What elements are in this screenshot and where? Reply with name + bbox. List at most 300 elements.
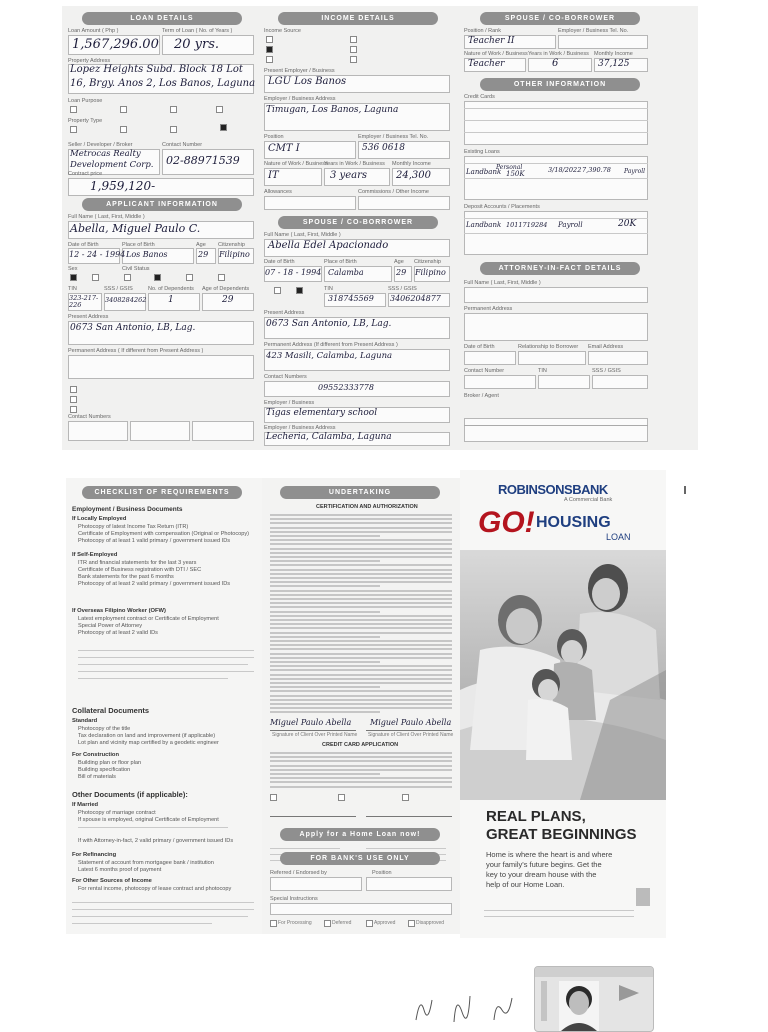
spouse-tin-value: 318745569: [328, 294, 374, 303]
fine-print-line: [270, 653, 452, 655]
bank-position-field[interactable]: [366, 877, 452, 891]
broker-table: [464, 418, 648, 442]
fine-print-line: [270, 777, 452, 779]
rc-tel-field[interactable]: [558, 35, 648, 49]
status-deferred-label: Deferred: [332, 920, 352, 926]
att-email-field[interactable]: [588, 351, 648, 365]
locally-employed-title: If Locally Employed: [72, 516, 127, 522]
rc-monthly-value: 37,125: [598, 59, 630, 69]
checklist-item: Photocopy of at least 1 valid primary / government issued IDs: [78, 538, 231, 544]
rc-years-label: Years in Work / Business: [528, 51, 589, 57]
refinancing-item: Latest 6 months proof of payment: [78, 867, 162, 873]
loan-amount-label: Loan Amount ( Php ): [68, 28, 119, 34]
income-source-label: Income Source: [264, 28, 301, 34]
status-processing-label: For Processing: [278, 920, 312, 926]
property-address-line2: 16, Brgy. Anos 2, Los Banos, Laguna: [70, 78, 256, 89]
rented-checkbox[interactable]: [70, 406, 77, 413]
checklist-item: Photocopy of at least 2 valid primary / government issued IDs: [78, 581, 231, 587]
property-address-line1: Lopez Heights Subd. Block 18 Lot: [70, 64, 243, 75]
spouse-pob-value: Calamba: [328, 268, 364, 277]
owned-checkbox[interactable]: [70, 386, 77, 393]
spouse-present-address-value: 0673 San Antonio, LB, Lag.: [266, 319, 392, 329]
checklist-item: Latest employment contract or Certificate of Employment: [78, 616, 219, 622]
id-photo-face: [569, 991, 589, 1015]
att-sss-field[interactable]: [592, 375, 648, 389]
type-checkbox-1[interactable]: [70, 126, 77, 133]
att-rel-field[interactable]: [518, 351, 586, 365]
ofw-title: If Overseas Filipino Worker (OFW): [72, 608, 166, 614]
spouse-age-label: Age: [394, 259, 404, 265]
signature-scribbles: [410, 990, 520, 1024]
applicant-dependents-value: 1: [168, 295, 174, 305]
fine-print-line: [270, 636, 380, 638]
status-disapproved-checkbox[interactable]: [408, 920, 415, 927]
applicant-present-address-label: Present Address: [68, 314, 109, 320]
tel-label: Employer / Business Tel. No.: [358, 134, 429, 140]
att-name-field[interactable]: [464, 287, 648, 303]
married-item: If spouse is employed, original Certificate of Employment: [78, 817, 219, 823]
deposit-type: Payroll: [558, 221, 583, 229]
child-1-face: [561, 640, 583, 664]
credit-card-checkbox-3[interactable]: [402, 794, 409, 801]
monthly-value: 24,300: [396, 170, 431, 181]
scribble-2: [454, 996, 470, 1022]
att-tin-field[interactable]: [538, 375, 590, 389]
income-details-header: INCOME DETAILS: [278, 12, 438, 25]
spouse-name-value: Abella Edel Apacionado: [268, 240, 389, 251]
applicant-contact-field-1[interactable]: [68, 421, 128, 441]
rc-position-label: Position / Rank: [464, 28, 501, 34]
child-2-body: [526, 699, 572, 760]
headline-line-2: GREAT BEGINNINGS: [486, 826, 637, 843]
bank-name: ROBINSONSBANK: [498, 482, 608, 497]
fine-print-line: [270, 678, 452, 680]
fine-print-line: [270, 539, 452, 541]
deposit-label: Deposit Accounts / Placements: [464, 204, 540, 210]
fine-print-line: [270, 665, 452, 667]
contract-price-label: Contract price: [68, 171, 103, 177]
att-sss-label: SSS / GSIS: [592, 368, 621, 374]
fine-print-line: [270, 686, 380, 688]
construction-item: Bill of materials: [78, 774, 116, 780]
civil-married-checkbox[interactable]: [154, 274, 161, 281]
fine-print-line: [270, 657, 452, 659]
applicant-civil-label: Civil Status: [122, 266, 150, 272]
spouse-emp-address-label: Employer / Business Address: [264, 425, 336, 431]
applicant-tin-label: TIN: [68, 286, 77, 292]
fine-print-line: [270, 627, 452, 629]
scribble-1: [416, 1000, 432, 1020]
id-vertical-text: [541, 981, 547, 1021]
deposit-account: 1011719284: [506, 221, 548, 229]
promo-body-4: help of our Home Loan.: [486, 880, 565, 889]
applicant-permanent-address-label: Permanent Address ( If different from Present Address ): [68, 348, 204, 354]
fine-print-line: [270, 765, 452, 767]
applicant-contact-field-3[interactable]: [192, 421, 254, 441]
applicant-pob-value: Los Banos: [126, 250, 168, 259]
checklist-item: ITR and financial statements for the last 3 years: [78, 560, 197, 566]
income-private-checkbox[interactable]: [266, 36, 273, 43]
checklist-header: CHECKLIST OF REQUIREMENTS: [82, 486, 242, 499]
credit-card-title: CREDIT CARD APPLICATION: [322, 742, 399, 748]
existing-loan-amount: 150K: [506, 170, 525, 178]
headline-line-1: REAL PLANS,: [486, 808, 586, 825]
rc-years-field[interactable]: [528, 58, 592, 72]
type-checkbox-3[interactable]: [170, 126, 177, 133]
promo-sheet: [460, 470, 666, 938]
seller-label: Seller / Developer / Broker: [68, 142, 133, 148]
applicant-pob-label: Place of Birth: [122, 242, 155, 248]
scribble-3: [494, 998, 512, 1020]
fine-print-line: [270, 598, 452, 600]
other-sources-item: For rental income, photocopy of lease contract and photocopy: [78, 886, 232, 892]
fine-print-line: [270, 752, 452, 754]
product-go: GO!: [478, 506, 535, 539]
fine-print-line: [270, 569, 452, 571]
applicant-age-label: Age: [196, 242, 206, 248]
spouse-name-label: Full Name ( Last, First, Middle ): [264, 232, 341, 238]
income-others-checkbox[interactable]: [350, 56, 357, 63]
applicant-age-dep-label: Age of Dependents: [202, 286, 250, 292]
checklist-item: Certificate of Business registration with DTI / SEC: [78, 567, 202, 573]
spouse-header: SPOUSE / CO-BORROWER: [278, 216, 438, 229]
fine-print-line: [270, 548, 452, 550]
contact-number-label: Contact Number: [162, 142, 203, 148]
checklist-item: Photocopy of latest Income Tax Return (ITR): [78, 524, 189, 530]
years-value: 3 years: [330, 170, 367, 181]
loan-purpose-label: Loan Purpose: [68, 98, 103, 104]
collateral-item: Tax declaration on land and improvement (if applicable): [78, 733, 216, 739]
fine-print-line: [270, 518, 452, 520]
status-deferred-checkbox[interactable]: [324, 920, 331, 927]
employer-label: Present Employer / Business: [264, 68, 335, 74]
referred-label: Referred / Endorsed by: [270, 870, 327, 876]
status-approved-checkbox[interactable]: [366, 920, 373, 927]
attorney-header: ATTORNEY-IN-FACT DETAILS: [480, 262, 640, 275]
spouse-sex-male-checkbox[interactable]: [274, 287, 281, 294]
other-docs-title: Other Documents (if applicable):: [72, 790, 188, 799]
applicant-contact-label: Contact Numbers: [68, 414, 111, 420]
applicant-citizenship-value: Filipino: [219, 250, 250, 259]
loan-details-header: LOAN DETAILS: [82, 12, 242, 25]
edge-mark: [684, 486, 686, 494]
child-2-face: [538, 679, 558, 701]
father-face: [506, 608, 538, 644]
promo-body-2: your family's future begins. Get the: [486, 860, 602, 869]
referred-field[interactable]: [270, 877, 362, 891]
years-label: Years in Work / Business: [324, 161, 385, 167]
spouse-contact-value: 09552333778: [318, 383, 374, 392]
fine-print-line: [270, 756, 452, 758]
employment-title: Employment / Business Documents: [72, 506, 183, 513]
refinancing-title: For Refinancing: [72, 852, 117, 858]
special-instructions-field[interactable]: [270, 903, 452, 915]
undertaking-header: UNDERTAKING: [280, 486, 440, 499]
product-housing: HOUSING: [536, 514, 611, 531]
existing-loan-monthly: 7,390.78: [582, 166, 611, 174]
applicant-tin-value: 323-217-226: [69, 294, 99, 309]
spouse-pob-label: Place of Birth: [324, 259, 357, 265]
fine-print-line: [270, 615, 452, 617]
fine-print-line: [270, 606, 452, 608]
applicant-sss-value: 3408284262: [105, 296, 147, 304]
applicant-dependents-field[interactable]: [148, 293, 200, 311]
att-email-label: Email Address: [588, 344, 624, 350]
spouse-permanent-address-value: 423 Masili, Calamba, Laguna: [266, 351, 393, 361]
standard-title: Standard: [72, 718, 98, 724]
applicant-contact-field-2[interactable]: [130, 421, 190, 441]
att-rel-label: Relationship to Borrower: [518, 344, 579, 350]
spouse-present-address-label: Present Address: [264, 310, 305, 316]
property-address-label: Property Address: [68, 58, 111, 64]
construction-title: For Construction: [72, 752, 120, 758]
living-checkbox[interactable]: [70, 396, 77, 403]
purpose-checkbox-1[interactable]: [70, 106, 77, 113]
fine-print-line: [270, 695, 452, 697]
applicant-name-value: Abella, Miguel Paulo C.: [70, 222, 201, 235]
att-tin-label: TIN: [538, 368, 547, 374]
fine-print-line: [270, 632, 452, 634]
property-type-label: Property Type: [68, 118, 103, 124]
term-value: 20 yrs.: [174, 37, 220, 52]
att-dob-label: Date of Birth: [464, 344, 495, 350]
other-info-header: OTHER INFORMATION: [480, 78, 640, 91]
undertaking-sheet: [262, 478, 460, 934]
rc-nature-label: Nature of Work / Business: [464, 51, 528, 57]
rc-position-value: Teacher II: [468, 36, 515, 46]
monthly-label: Monthly Income: [392, 161, 431, 167]
business-address-value: Timugan, Los Banos, Laguna: [266, 105, 399, 115]
checklist-item: Certificate of Employment with compensation (Original or Photocopy): [78, 531, 249, 537]
fine-print-line: [270, 699, 452, 701]
type-checkbox-4-checked[interactable]: [220, 124, 227, 131]
applicant-sss-label: SSS / GSIS: [104, 286, 133, 292]
fine-print-line: [270, 769, 452, 771]
att-contact-field[interactable]: [464, 375, 536, 389]
fine-print-line: [270, 682, 452, 684]
fine-print-line: [270, 590, 452, 592]
refinancing-item: Statement of account from mortgagee bank / institution: [78, 860, 214, 866]
applicant-dob-value: 12 - 24 - 1994: [69, 250, 126, 259]
fine-print-line: [270, 552, 452, 554]
att-dob-field[interactable]: [464, 351, 516, 365]
status-approved-label: Approved: [374, 920, 396, 926]
fine-print-line: [270, 581, 452, 583]
fine-print-line: [270, 556, 452, 558]
rc-monthly-label: Monthly Income: [594, 51, 633, 57]
commissions-label: Commissions / Other Income: [358, 189, 429, 195]
fine-print-line: [270, 760, 452, 762]
status-processing-checkbox[interactable]: [270, 920, 277, 927]
spouse-sex-female-checkbox[interactable]: [296, 287, 303, 294]
allowances-field[interactable]: [264, 196, 356, 210]
fine-print-line: [270, 522, 452, 524]
employer-value: LGU Los Banos: [268, 76, 347, 87]
existing-loan-type: Personal: [496, 164, 523, 171]
applicant-name-label: Full Name ( Last, First, Middle ): [68, 214, 145, 220]
id-card: [534, 966, 654, 1032]
fine-print-line: [270, 661, 380, 663]
credit-card-checkbox-2[interactable]: [338, 794, 345, 801]
income-government-checkbox[interactable]: [266, 46, 273, 53]
promo-body-1: Home is where the heart is and where: [486, 850, 613, 859]
nature-label: Nature of Work / Business: [264, 161, 328, 167]
bank-use-header: FOR BANK'S USE ONLY: [280, 852, 440, 865]
fine-print-line: [270, 781, 452, 783]
accreditation-logo: [636, 888, 650, 906]
signature-1: Miguel Paulo Abella: [270, 718, 352, 727]
fine-print-line: [270, 564, 452, 566]
civil-separated-checkbox[interactable]: [218, 274, 225, 281]
applicant-present-address-value: 0673 San Antonio, LB, Lag.: [70, 323, 196, 333]
purpose-checkbox-3[interactable]: [170, 106, 177, 113]
fine-print-line: [270, 611, 380, 613]
checklist-sheet: [66, 478, 262, 934]
existing-loan-bank: Landbank: [466, 168, 502, 176]
civil-widowed-checkbox[interactable]: [186, 274, 193, 281]
id-logo: [619, 985, 639, 1001]
id-card-stripe: [535, 967, 653, 977]
certification-title: CERTIFICATION AND AUTHORIZATION: [316, 504, 418, 510]
spouse-citizenship-value: Filipino: [415, 268, 446, 277]
married-item: Photocopy of marriage contract: [78, 810, 156, 816]
construction-item: Building plan or floor plan: [78, 760, 142, 766]
deposit-bank: Landbank: [466, 221, 502, 229]
rc-tel-label: Employer / Business Tel. No.: [558, 28, 629, 34]
spouse-citizenship-label: Citizenship: [414, 259, 441, 265]
loan-amount-value: 1,567,296.00: [72, 37, 159, 52]
spouse-employer-value: Tigas elementary school: [266, 408, 378, 418]
co-borrower-header: SPOUSE / CO-BORROWER: [480, 12, 640, 25]
income-prof-checkbox[interactable]: [350, 46, 357, 53]
collateral-item: Photocopy of the title: [78, 726, 131, 732]
applicant-age-dep-value: 29: [222, 295, 234, 305]
self-employed-title: If Self-Employed: [72, 552, 118, 558]
deposit-balance: 20K: [618, 219, 637, 229]
collateral-title: Collateral Documents: [72, 706, 150, 715]
construction-item: Building specification: [78, 767, 131, 773]
signature-2: Miguel Paulo Abella: [370, 718, 452, 727]
seller-line1: Metrocas Realty: [70, 149, 141, 159]
contact-number-value: 02-88971539: [166, 154, 240, 167]
existing-loans-label: Existing Loans: [464, 149, 500, 155]
position-value: CMT I: [268, 143, 300, 154]
term-label: Term of Loan ( No. of Years ): [162, 28, 233, 34]
applicant-citizenship-label: Citizenship: [218, 242, 245, 248]
apply-home-loan-header[interactable]: Apply for a Home Loan now!: [280, 828, 440, 841]
credit-card-checkbox-1[interactable]: [270, 794, 277, 801]
fine-print-line: [270, 648, 452, 650]
spouse-emp-address-value: Lecheria, Calamba, Laguna: [266, 432, 392, 442]
fine-print-line: [270, 602, 452, 604]
fine-print-line: [270, 773, 380, 775]
fine-print-line: [270, 577, 452, 579]
applicant-info-header: APPLICANT INFORMATION: [82, 198, 242, 211]
spouse-sss-label: SSS / GSIS: [388, 286, 417, 292]
contract-price-value: 1,959,120-: [90, 179, 156, 193]
rc-nature-value: Teacher: [468, 59, 505, 69]
spouse-dob-label: Date of Birth: [264, 259, 295, 265]
fine-print-line: [270, 535, 380, 537]
other-sources-title: For Other Sources of Income: [72, 878, 152, 884]
married-item: If with Attorney-in-fact, 2 valid primary / government issued IDs: [78, 838, 234, 844]
spouse-tin-label: TIN: [324, 286, 333, 292]
income-ofw-checkbox[interactable]: [266, 56, 273, 63]
purpose-checkbox-2[interactable]: [120, 106, 127, 113]
applicant-dob-label: Date of Birth: [68, 242, 99, 248]
tel-value: 536 0618: [362, 143, 405, 153]
promo-body-3: key to your dream house with the: [486, 870, 597, 879]
income-self-checkbox[interactable]: [350, 36, 357, 43]
product-loan: LOAN: [606, 532, 631, 542]
fine-print-line: [270, 640, 452, 642]
status-disapproved-label: Disapproved: [416, 920, 445, 926]
purpose-checkbox-4[interactable]: [216, 106, 223, 113]
fine-print-line: [270, 674, 452, 676]
spouse-employer-label: Employer / Business: [264, 400, 315, 406]
fine-print-line: [270, 623, 452, 625]
business-address-label: Employer / Business Address: [264, 96, 336, 102]
application-form-sheet: [62, 6, 698, 450]
spouse-age-value: 29: [396, 268, 407, 277]
fine-print-line: [270, 573, 452, 575]
special-instructions-label: Special Instructions: [270, 896, 318, 902]
att-name-label: Full Name ( Last, First, Middle ): [464, 280, 541, 286]
sig-label-1: Signature of Client Over Printed Name: [272, 732, 358, 738]
civil-single-checkbox[interactable]: [124, 274, 131, 281]
type-checkbox-2[interactable]: [120, 126, 127, 133]
position-label: Position: [264, 134, 284, 140]
fine-print-line: [270, 560, 380, 562]
nature-value: IT: [268, 170, 279, 181]
spouse-permanent-address-label: Permanent Address (If different from Present Address ): [264, 342, 398, 348]
spouse-sss-value: 3406204877: [390, 294, 441, 303]
spouse-contact-label: Contact Numbers: [264, 374, 307, 380]
fine-print-line: [270, 711, 380, 713]
bank-position-label: Position: [372, 870, 392, 876]
sex-female-checkbox[interactable]: [92, 274, 99, 281]
att-address-field[interactable]: [464, 313, 648, 341]
checklist-item: Bank statements for the past 6 months: [78, 574, 174, 580]
sex-male-checkbox[interactable]: [70, 274, 77, 281]
applicant-age-value: 29: [198, 250, 209, 259]
applicant-sex-label: Sex: [68, 266, 78, 272]
fine-print-line: [270, 669, 452, 671]
fine-print-line: [270, 690, 452, 692]
if-married-title: If Married: [72, 802, 99, 808]
fine-print-line: [270, 594, 452, 596]
seller-line2: Development Corp.: [70, 160, 154, 170]
fine-print-line: [270, 707, 452, 709]
existing-loan-payroll: Payroll: [624, 168, 646, 175]
broker-label: Broker / Agent: [464, 393, 499, 399]
att-contact-label: Contact Number: [464, 368, 505, 374]
fine-print-line: [270, 703, 452, 705]
fine-print-line: [270, 644, 452, 646]
fine-print-line: [270, 514, 452, 516]
applicant-permanent-address-field[interactable]: [68, 355, 254, 379]
credit-cards-label: Credit Cards: [464, 94, 495, 100]
family-photo: [460, 550, 666, 800]
bank-tagline: A Commercial Bank: [564, 497, 613, 503]
mother-face: [592, 578, 620, 610]
fine-print-line: [270, 786, 452, 788]
spouse-dob-value: 07 - 18 - 1994: [265, 268, 322, 277]
commissions-field[interactable]: [358, 196, 450, 210]
checklist-item: Photocopy of at least 2 valid IDs: [78, 630, 158, 636]
fine-print-line: [270, 527, 452, 529]
checklist-item: Special Power of Attorney: [78, 623, 143, 629]
